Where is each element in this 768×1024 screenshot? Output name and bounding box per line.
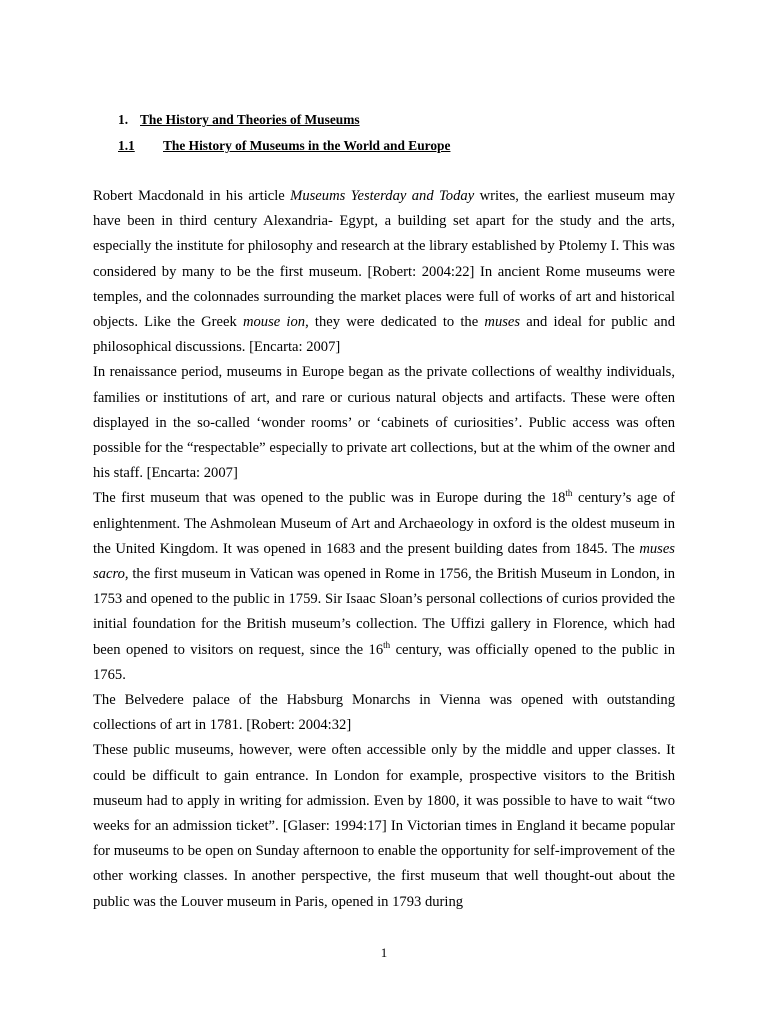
paragraph-5: These public museums, however, were often accessible only by the middle and upper classes. It could be difficult to gain entrance. In London for example, prospective visitors to the British museum had to apply in writing for admission. Even by 1800, it was possible to have to wait “two weeks for an admission ticket”. [Glaser: 1994:17] In Victorian times in England it became popular for museums to be open on Sunday afternoon to enable the opportunity for self-improvement of the other working classes. In another perspective, the first museum that well thought-out about the public was the Louver museum in Paris, opened in 1793 during bbox=[93, 742, 675, 910]
section-heading bbox=[118, 138, 450, 154]
chapter-title: The History and Theories of Museums bbox=[140, 112, 360, 127]
paragraph-2: In renaissance period, museums in Europe began as the private collections of wealthy individuals, families or institutions of art, and rare or curious natural objects and artifacts. These were often displayed in the so-called ‘wonder rooms’ or ‘cabinets of curiosities’. Public access was often possible for the “respectable” especially to private art collections, but at the whim of the owner and his staff. [Encarta: 2007] bbox=[93, 364, 675, 482]
chapter-number: 1. bbox=[118, 112, 129, 127]
paragraph-3: The first museum that was opened to the public was in Europe during the 18th century’s age of enlightenment. The Ashmolean Museum of Art and Archaeology in oxford is the oldest museum in the United Kingdom. It was opened in 1683 and the present building dates from 1845. The muses sacro, the first museum in Vatican was opened in Rome in 1756, the British Museum in London, in 1753 and opened to the public in 1759. Sir Isaac Sloan’s personal collections of curios provided the initial foundation for the British museum’s collection. The Uffizi gallery in Florence, which had been opened to visitors on request, since the 16th century, was officially opened to the public in 1765. bbox=[93, 488, 676, 683]
paragraph-4: The Belvedere palace of the Habsburg Monarchs in Vienna was opened with outstanding collections of art in 1781. [Robert: 2004:32] bbox=[93, 692, 675, 734]
section-title: The History of Museums in the World and Europe bbox=[163, 138, 451, 153]
italic-term: muses sacro bbox=[93, 540, 675, 583]
body-text bbox=[93, 184, 675, 915]
superscript: th bbox=[383, 639, 391, 650]
section-number: 1.1 bbox=[118, 138, 135, 153]
italic-term: muses bbox=[484, 314, 521, 331]
italic-term: mouse ion bbox=[242, 314, 306, 331]
superscript: th bbox=[565, 488, 573, 499]
page-number: 1 bbox=[380, 945, 388, 960]
paragraph-1: Robert Macdonald in his article Museums Yesterday and Today writes, the earliest museum may have been in third century Alexandria- Egypt, a building set apart for the study and the arts, especially the institute for philosophy and research at the library established by Ptolemy I. This was considered by many to be the first museum. [Robert: 2004:22] In ancient Rome museums were temples, and the colonnades surrounding the market places were full of works of art and historical objects. Like the Greek mouse ion, they were dedicated to the muses and ideal for public and philosophical discussions. [Encarta: 2007] bbox=[93, 188, 676, 356]
article-title: Museums Yesterday and Today bbox=[290, 188, 475, 204]
chapter-heading bbox=[118, 112, 360, 128]
